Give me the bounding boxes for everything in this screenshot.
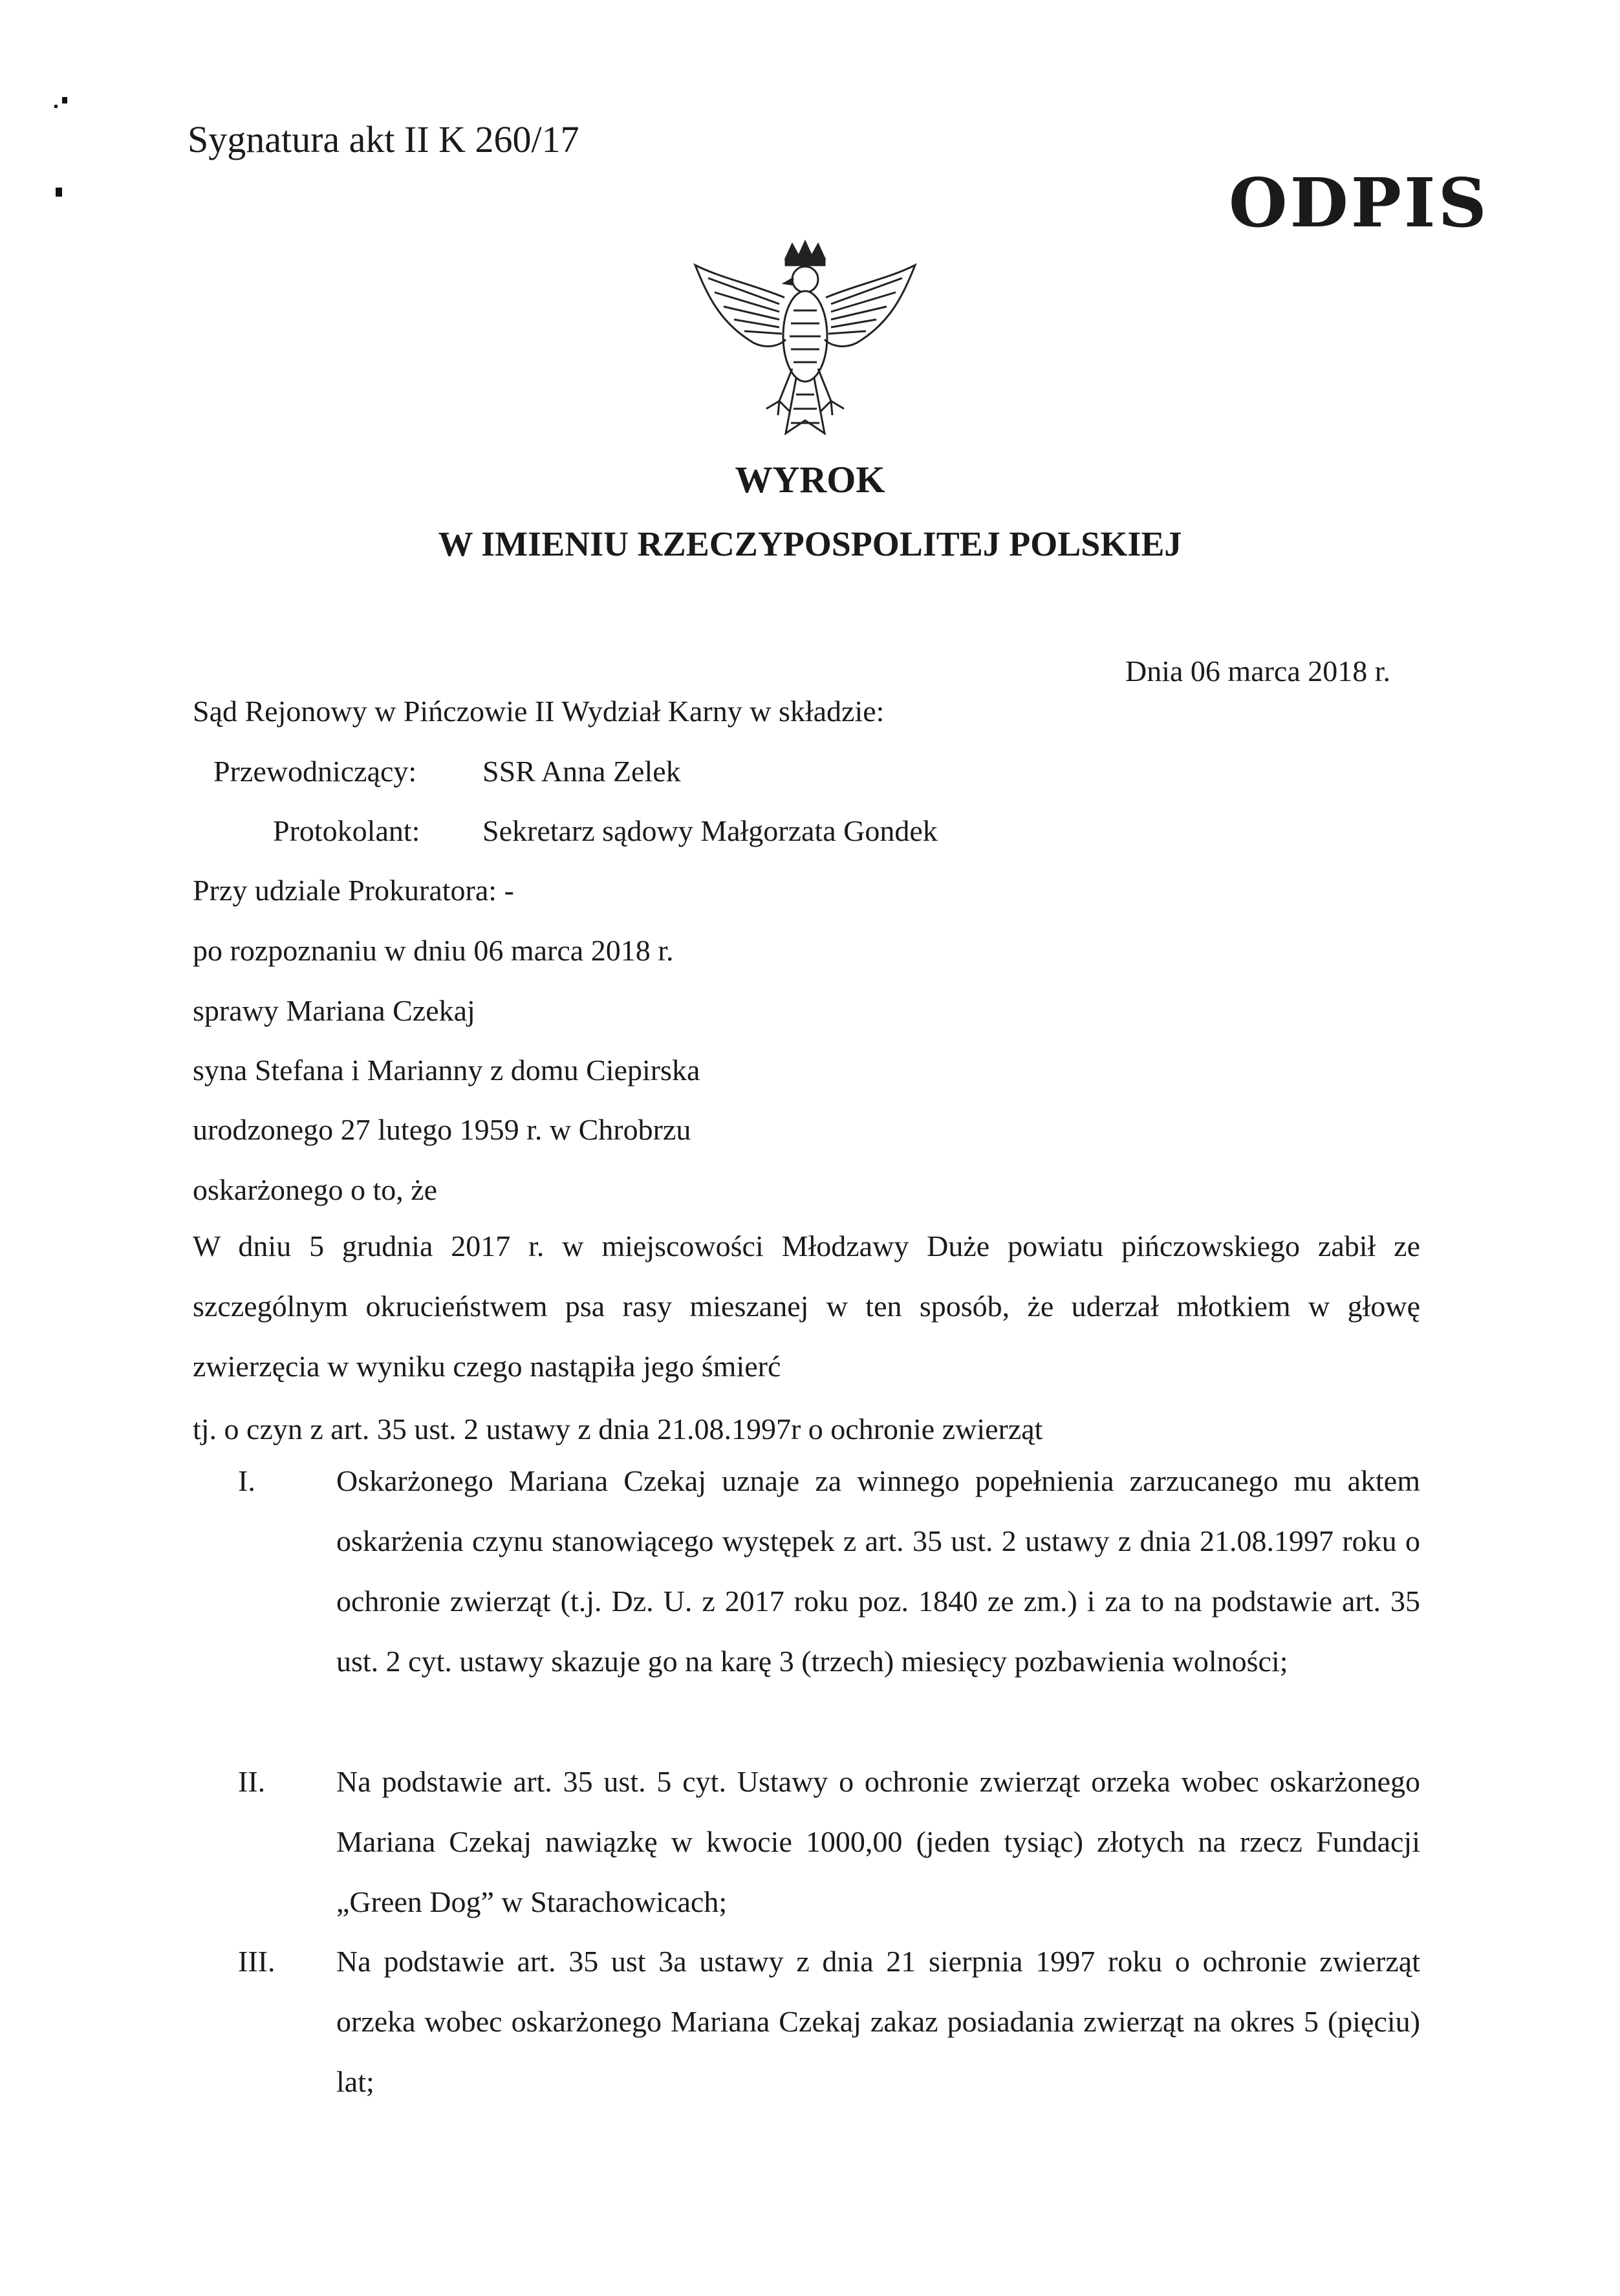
case-signature: Sygnatura akt II K 260/17	[188, 118, 579, 160]
document-subtitle: W IMIENIU RZECZYPOSPOLITEJ POLSKIEJ	[438, 525, 1182, 563]
document-title: WYROK	[735, 459, 885, 501]
verdict-item-text: Na podstawie art. 35 ust. 5 cyt. Ustawy o ochronie zwierząt orzeka wobec oskarżonego Mariana Czekaj nawiązkę w kwocie 1000,00 (jeden tysiąc) złotych na rzecz Fundacji „Green Dog” w Starachowicach;	[336, 1765, 1420, 1918]
chair-label: Przewodniczący:	[213, 755, 417, 788]
parents-line: syna Stefana i Marianny z domu Ciepirska	[193, 1054, 700, 1087]
scan-mark	[54, 105, 58, 108]
accused-line: oskarżonego o to, że	[193, 1173, 438, 1206]
verdict-item	[238, 1451, 1420, 1691]
polish-eagle-emblem-icon	[682, 239, 928, 446]
copy-stamp: ODPIS	[1229, 163, 1489, 243]
verdict-item-number: III.	[238, 1945, 275, 1978]
hearing-line: po rozpoznaniu w dniu 06 marca 2018 r.	[193, 934, 674, 967]
verdict-item-number: I.	[238, 1464, 255, 1497]
court-composition: Sąd Rejonowy w Pińczowie II Wydział Karny w składzie:	[193, 695, 885, 728]
scan-mark	[56, 188, 62, 197]
judgment-date: Dnia 06 marca 2018 r.	[1125, 655, 1391, 688]
case-line: sprawy Mariana Czekaj	[193, 994, 475, 1027]
prosecutor-line: Przy udziale Prokuratora: -	[193, 874, 514, 907]
scan-mark	[62, 97, 67, 103]
charge-paragraph: W dniu 5 grudnia 2017 r. w miejscowości Młodzawy Duże powiatu pińczowskiego zabił ze szczególnym okrucieństwem psa rasy mieszanej w ten sposób, że uderzał młotkiem w głowę zwierzęcia w wyniku czego nastąpiła jego śmierć	[193, 1229, 1420, 1383]
verdict-item-number: II.	[238, 1765, 266, 1798]
clerk-value: Sekretarz sądowy Małgorzata Gondek	[482, 814, 938, 847]
verdict-item-text: Na podstawie art. 35 ust 3a ustawy z dnia 21 sierpnia 1997 roku o ochronie zwierząt orzeka wobec oskarżonego Mariana Czekaj zakaz posiadania zwierząt na okres 5 (pięciu) lat;	[336, 1945, 1420, 2098]
clerk-label: Protokolant:	[273, 814, 420, 847]
chair-value: SSR Anna Zelek	[482, 755, 681, 788]
verdict-item-text: Oskarżonego Mariana Czekaj uznaje za winnego popełnienia zarzucanego mu aktem oskarżenia czynu stanowiącego występek z art. 35 ust. 2 ustawy z dnia 21.08.1997 roku o ochronie zwierząt (t.j. Dz. U. z 2017 roku poz. 1840 ze zm.) i za to na podstawie art. 35 ust. 2 cyt. ustawy skazuje go na karę 3 (trzech) miesięcy pozbawienia wolności;	[336, 1464, 1420, 1678]
verdict-item	[238, 1751, 1420, 1932]
verdict-item	[238, 1931, 1420, 2112]
birth-line: urodzonego 27 lutego 1959 r. w Chrobrzu	[193, 1113, 691, 1146]
legal-qualification: tj. o czyn z art. 35 ust. 2 ustawy z dnia 21.08.1997r o ochronie zwierząt	[193, 1413, 1043, 1446]
